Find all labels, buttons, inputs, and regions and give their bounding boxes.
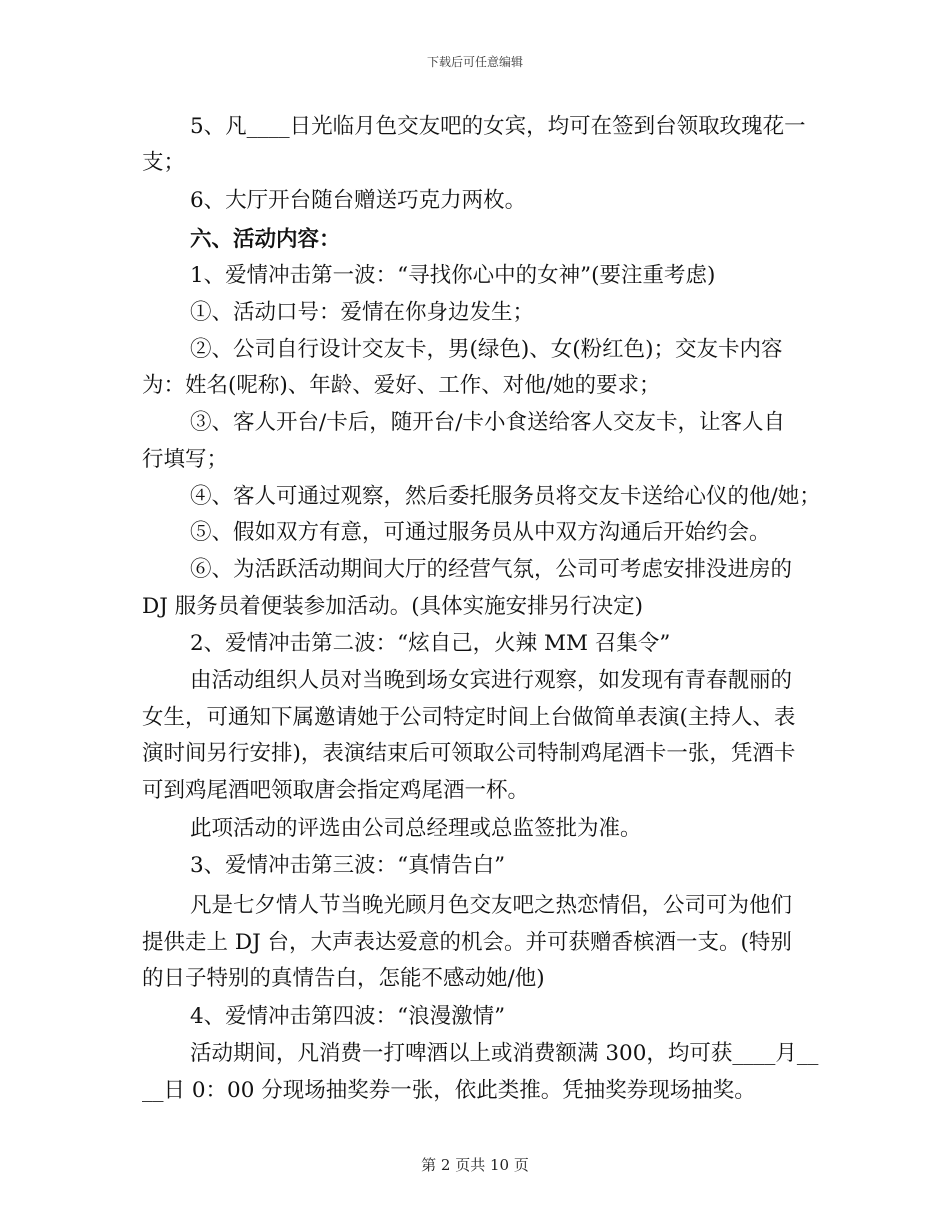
subsection-title: 3、爱情冲击第三波：“真情告白”: [190, 853, 506, 878]
body-line: 行填写；: [142, 447, 229, 472]
subsection-title: 2、爱情冲击第二波：“炫自己，火辣 MM 召集令”: [190, 631, 671, 656]
body-line: 女生，可通知下属邀请她于公司特定时间上台做简单表演(主持人、表: [142, 705, 796, 730]
body-line: ④、客人可通过观察，然后委托服务员将交友卡送给心仪的他/她；: [190, 484, 821, 509]
body-line: DJ 服务员着便装参加活动。(具体实施安排另行决定): [142, 594, 643, 619]
body-line: ③、客人开台/卡后，随开台/卡小食送给客人交友卡，让客人自: [190, 410, 785, 435]
body-line: 提供走上 DJ 台，大声表达爱意的机会。并可获赠香槟酒一支。(特别: [142, 930, 792, 955]
body-line: 演时间另行安排)，表演结束后可领取公司特制鸡尾酒卡一张，凭酒卡: [142, 741, 796, 766]
body-line: 可到鸡尾酒吧领取唐会指定鸡尾酒一杯。: [142, 778, 530, 803]
body-line: 此项活动的评选由公司总经理或总监签批为准。: [190, 816, 642, 841]
body-line: ⑥、为活跃活动期间大厅的经营气氛，公司可考虑安排没进房的: [190, 557, 793, 582]
body-line: __日 0：00 分现场抽奖券一张，依此类推。凭抽奖券现场抽奖。: [142, 1078, 756, 1103]
body-line: ①、活动口号：爱情在你身边发生；: [190, 300, 535, 325]
body-line: 5、凡____日光临月色交友吧的女宾，均可在签到台领取玫瑰花一: [190, 114, 806, 139]
body-line: ②、公司自行设计交友卡，男(绿色)、女(粉红色)；交友卡内容: [190, 337, 783, 362]
body-line: 凡是七夕情人节当晚光顾月色交友吧之热恋情侣，公司可为他们: [190, 893, 793, 918]
page-header: 下载后可任意编辑: [426, 55, 523, 69]
page-number-footer: 第 2 页共 10 页: [421, 1156, 529, 1174]
body-line: 由活动组织人员对当晚到场女宾进行观察，如发现有青春靓丽的: [190, 668, 793, 693]
body-line: 6、大厅开台随台赠送巧克力两枚。: [190, 188, 527, 213]
body-line: 支；: [142, 150, 186, 175]
section-heading: 六、活动内容：: [190, 227, 341, 252]
body-line: 活动期间，凡消费一打啤酒以上或消费额满 300，均可获____月__: [190, 1041, 819, 1066]
body-line: 的日子特别的真情告白，怎能不感动她/他): [142, 966, 545, 991]
body-line: ⑤、假如双方有意，可通过服务员从中双方沟通后开始约会。: [190, 520, 771, 545]
body-line: 为：姓名(呢称)、年龄、爱好、工作、对他/她的要求；: [142, 373, 661, 398]
subsection-title: 1、爱情冲击第一波：“寻找你心中的女神”(要注重考虑): [190, 263, 716, 288]
subsection-title: 4、爱情冲击第四波：“浪漫激情”: [190, 1004, 506, 1029]
